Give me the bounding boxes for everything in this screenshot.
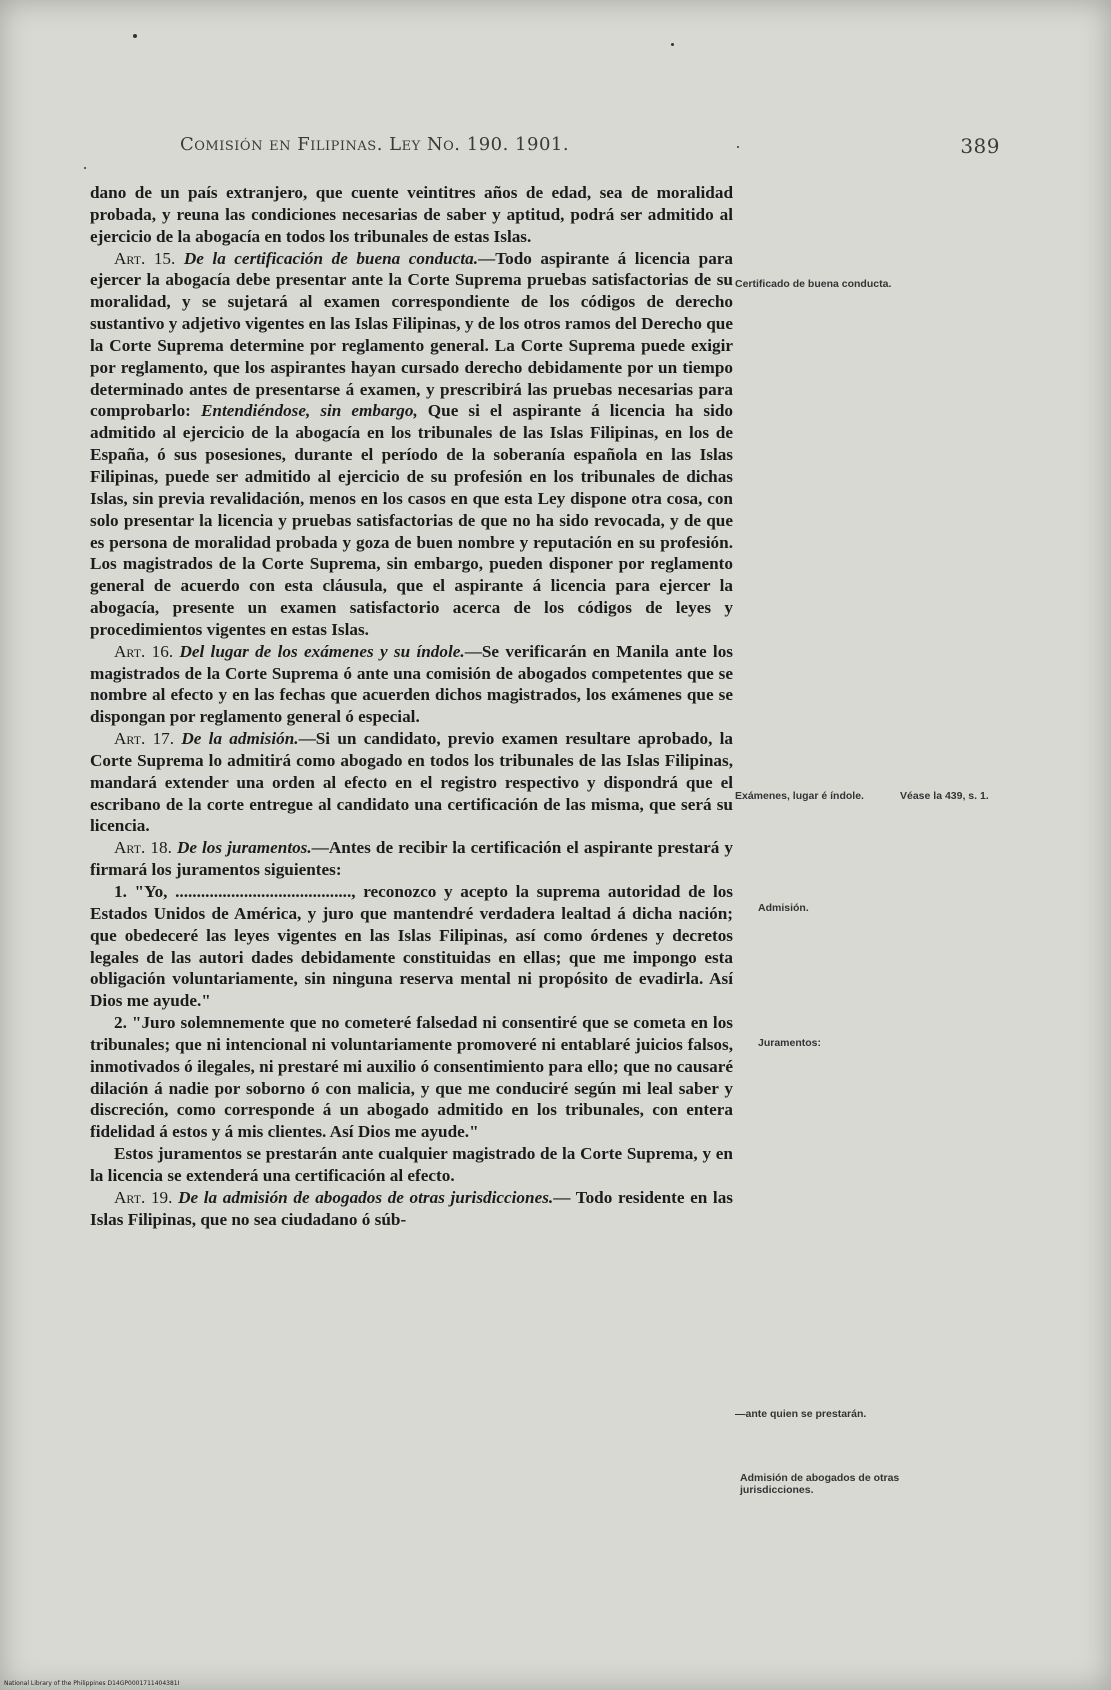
header-title: Comisión en Filipinas. Ley No. 190. 1901. <box>180 134 570 155</box>
article-number: Art. 17. <box>114 729 175 749</box>
margin-note: Certificado de buena conducta. <box>735 278 892 290</box>
article-title: De los juramentos. <box>176 838 312 858</box>
margin-note-reference: Véase la 439, s. 1. <box>900 790 989 802</box>
article-title: Del lugar de los exámenes y su índole. <box>179 641 465 661</box>
article-title: De la admisión de abogados de otras jurisdicciones. <box>178 1187 554 1207</box>
article-19 <box>90 1187 733 1231</box>
paper-speck <box>737 146 739 148</box>
margin-note: Exámenes, lugar é índole. <box>735 790 864 802</box>
article-text: —Todo aspirante á licencia para ejercer la abogacía debe presentar ante la Corte Suprema pruebas satisfactorias de su moralidad, y se sujetará al examen correspondiente de los códigos de derecho sustantivo y adjetivo vigentes en las Islas Filipinas, y de los otros ramos del Derecho que la Corte Suprema determine por reglamento general. La Corte Suprema puede exigir por reglamento, que los aspirantes hayan cursado derecho debidamente por un tiempo determinado antes de presentarse á examen, y prescribirá las pruebas necesarias para comprobarlo: <box>90 248 734 421</box>
article-18 <box>90 837 733 881</box>
margin-note: Admisión de abogados de otras jurisdicciones. <box>740 1472 900 1496</box>
article-title: De la admisión. <box>181 729 299 749</box>
article-text: —Si un candidato, previo examen resultare aprobado, la Corte Suprema lo admitirá como abogado en todos los tribunales de las Islas Filipinas, mandará extender una orden al efecto en el registro respectivo y dispondrá que el escribano de la corte entregue al candidato una certificación de las misma, que será su licencia. <box>90 729 734 836</box>
article-text: —Se verificarán en Manila ante los magistrados de la Corte Suprema ó ante una comisión de abogados competentes que se nombre al efecto y en las fechas que acuerden dichos magistrados, los exámenes que se dispongan por reglamento general ó especial. <box>90 641 733 727</box>
oath-note: Estos juramentos se prestarán ante cualquier magistrado de la Corte Suprema, y en la licencia se extenderá una certificación al efecto. <box>90 1144 733 1185</box>
article-16 <box>90 641 733 728</box>
scan-footer: National Library of the Philippines D14GP0001711404381I <box>4 1680 180 1687</box>
article-number: Art. 16. <box>114 641 174 661</box>
article-title: De la certificación de buena conducta. <box>183 248 479 268</box>
margin-note: —ante quien se prestarán. <box>735 1408 867 1420</box>
paper-speck <box>671 43 674 46</box>
article-number: Art. 15. <box>114 248 176 268</box>
article-text: — Todo residente en las Islas Filipinas, que no sea ciudadano ó súb- <box>90 1187 733 1229</box>
paper-speck <box>84 167 86 169</box>
proviso-text: Entendiéndose, sin embargo, <box>200 401 418 421</box>
article-15 <box>90 248 733 641</box>
article-text: Que si el aspirante á licencia ha sido admitido al ejercicio de la abogacía en los tribunales de las Islas Filipinas, en los de España, ó sus posesiones, durante el período de la soberanía española en las Islas Filipinas, puede ser admitido al ejercicio de su profesión en los tribunales de dichas Islas, sin previa revalidación, menos en los casos en que esta Ley dispone otra cosa, con solo presentar la licencia y pruebas satisfactorias de que no ha sido revocada, y de que es persona de moralidad probada y goza de buen nombre y reputación en su profesión. Los magistrados de la Corte Suprema, sin embargo, pueden disponer por reglamento general de acuerdo con esta cláusula, que el aspirante á licencia para ejercer la abogacía, presente un examen satisfactorio acerca de los códigos de leyes y procedimientos vigentes en estas Islas. <box>90 401 733 639</box>
page-number: 389 <box>960 134 1000 158</box>
margin-note: Admisión. <box>758 902 809 914</box>
oath-1: 1. "Yo, ........................................., reconozco y acepto la suprema autoridad de los Estados Unidos de América, y juro que mantendré verdadera lealtad á dicha nación; que obedeceré las leyes vigentes en las Islas Filipinas, así como órdenes y decretos legales de las autori dades debidamente constituidas en ellas; que me impongo esta obligación voluntariamente, sin ninguna reserva mental ni propósito de evadirla. Así Dios me ayude." <box>90 882 733 1011</box>
article-17 <box>90 728 733 837</box>
margin-note: Juramentos: <box>758 1037 822 1049</box>
article-text: —Antes de recibir la certificación el aspirante prestará y firmará los juramentos siguientes: <box>90 838 734 880</box>
oath-2: 2. "Juro solemnemente que no cometeré falsedad ni consentiré que se cometa en los tribunales; que ni intencional ni voluntariamente promoveré ni entablaré juicios falsos, inmotivados ó ilegales, ni prestaré mi auxilio ó consentimiento para ello; que no causaré dilación á nadie por soborno ó con malicia, y que me conduciré según mi leal saber y discreción, como corresponde á un abogado admitido en los tribunales, con entera fidelidad á estos y á mis clientes. Así Dios me ayude." <box>90 1013 733 1142</box>
paragraph: dano de un país extranjero, que cuente veintitres años de edad, sea de moralidad probada, y reuna las condiciones necesarias de saber y aptitud, podrá ser admitido al ejercicio de la abogacía en todos los tribunales de estas Islas. <box>90 183 733 246</box>
article-number: Art. 19. <box>114 1187 173 1207</box>
body-text <box>90 182 733 1231</box>
article-number: Art. 18. <box>114 838 172 858</box>
paper-speck <box>133 34 137 38</box>
